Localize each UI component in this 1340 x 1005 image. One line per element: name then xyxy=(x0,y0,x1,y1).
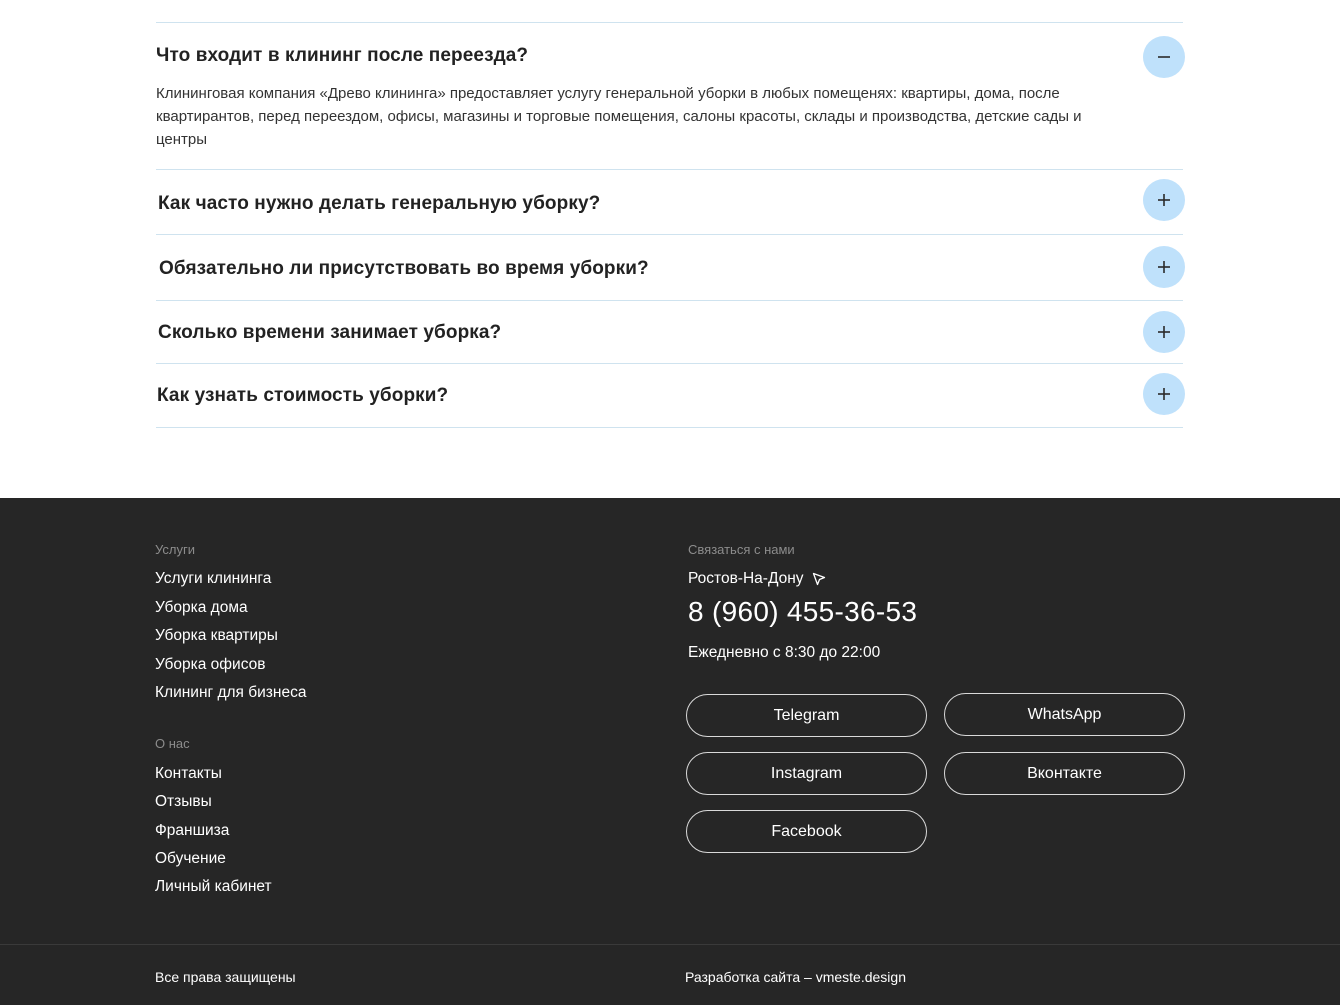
footer-link-apartment-cleaning[interactable]: Уборка квартиры xyxy=(155,627,278,644)
contact-label: Связаться с нами xyxy=(688,542,795,557)
footer-link-business-cleaning[interactable]: Клининг для бизнеса xyxy=(155,684,307,701)
phone-number[interactable]: 8 (960) 455-36-53 xyxy=(688,596,918,627)
footer-link-training[interactable]: Обучение xyxy=(155,850,226,867)
plus-icon xyxy=(1156,386,1172,402)
footer-link-contacts[interactable]: Контакты xyxy=(155,765,222,782)
footer-link-cleaning-services[interactable]: Услуги клининга xyxy=(155,570,272,587)
about-label: О нас xyxy=(155,736,190,751)
site-footer xyxy=(0,498,1340,1005)
whatsapp-button[interactable]: WhatsApp xyxy=(944,693,1185,736)
plus-icon xyxy=(1156,192,1172,208)
plus-icon xyxy=(1156,259,1172,275)
city-name: Ростов-На-Дону xyxy=(688,570,804,587)
footer-link-reviews[interactable]: Отзывы xyxy=(155,793,212,810)
vkontakte-button[interactable]: Вконтакте xyxy=(944,752,1185,795)
faq-toggle-5[interactable] xyxy=(1143,373,1185,415)
faq-question-1[interactable]: Что входит в клининг после переезда? xyxy=(156,45,529,66)
minus-icon xyxy=(1156,49,1172,65)
footer-link-account[interactable]: Личный кабинет xyxy=(155,878,272,895)
footer-link-house-cleaning[interactable]: Уборка дома xyxy=(155,599,248,616)
faq-toggle-3[interactable] xyxy=(1143,246,1185,288)
facebook-button[interactable]: Facebook xyxy=(686,810,927,853)
faq-answer-1: Клининговая компания «Древо клининга» предоставляет услугу генеральной уборки в любых помещенях: квартиры, дома, после квартирантов, перед переездом, офисы, магазины и торговые помещения, салоны красоты, склады и производства, детские сады и центры xyxy=(156,85,1082,148)
copyright: Все права защищены xyxy=(155,969,296,985)
developer-link[interactable]: Разработка сайта – vmeste.design xyxy=(685,969,906,985)
instagram-button[interactable]: Instagram xyxy=(686,752,927,795)
faq-question-5[interactable]: Как узнать стоимость уборки? xyxy=(157,385,449,406)
location-arrow-icon xyxy=(812,572,826,586)
faq-section xyxy=(156,0,1185,498)
faq-toggle-1[interactable] xyxy=(1143,36,1185,78)
faq-divider xyxy=(156,22,1183,23)
footer-link-office-cleaning[interactable]: Уборка офисов xyxy=(155,656,266,673)
plus-icon xyxy=(1156,324,1172,340)
faq-divider xyxy=(156,169,1183,170)
city-selector[interactable] xyxy=(688,570,826,588)
faq-question-4[interactable]: Сколько времени занимает уборка? xyxy=(158,322,502,343)
working-hours: Ежедневно с 8:30 до 22:00 xyxy=(688,644,881,661)
faq-divider xyxy=(156,427,1183,428)
faq-toggle-2[interactable] xyxy=(1143,179,1185,221)
faq-divider xyxy=(156,300,1183,301)
services-label: Услуги xyxy=(155,542,195,557)
faq-toggle-4[interactable] xyxy=(1143,311,1185,353)
faq-divider xyxy=(156,363,1183,364)
footer-divider xyxy=(0,944,1340,945)
footer-link-franchise[interactable]: Франшиза xyxy=(155,822,230,839)
faq-question-2[interactable]: Как часто нужно делать генеральную уборку? xyxy=(158,193,601,214)
telegram-button[interactable]: Telegram xyxy=(686,694,927,737)
faq-question-3[interactable]: Обязательно ли присутствовать во время уборки? xyxy=(159,258,649,279)
faq-divider xyxy=(156,234,1183,235)
